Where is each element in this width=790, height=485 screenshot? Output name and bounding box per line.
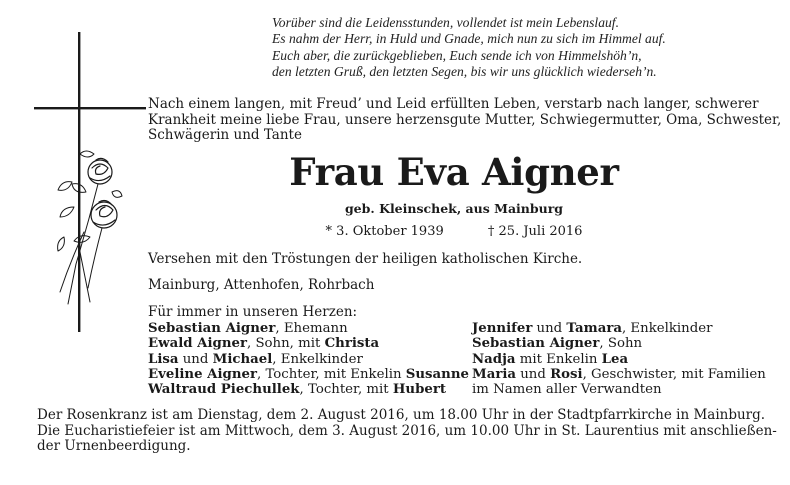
mourner-name: Jennifer <box>472 321 533 336</box>
footer-line: der Urnenbeerdigung. <box>37 438 191 455</box>
mourner-name: Eveline Aigner <box>148 366 257 382</box>
mourner-name: Nadja <box>472 351 516 367</box>
mourner-name: Tamara <box>566 321 622 336</box>
mourner-line <box>148 366 469 382</box>
mourner-line <box>472 336 772 351</box>
intro-text <box>148 96 782 144</box>
mourner-relation: , Sohn, mit <box>246 336 325 352</box>
mourner-line <box>148 336 466 351</box>
mourner-line <box>472 352 772 367</box>
footer-line: Die Eucharistiefeier ist am Mittwoch, dem 3. August 2016, um 10.00 Uhr in St. Laurentius mit anschließen- <box>37 422 777 439</box>
mourners-left <box>148 321 469 398</box>
mourner-name: Sebastian Aigner <box>472 336 600 352</box>
mourner-line <box>472 321 772 336</box>
service-details <box>37 407 777 455</box>
mourners-right <box>472 321 772 397</box>
mourner-name: Michael <box>212 351 273 367</box>
mourner-relation: , Geschwister, mit Familien <box>582 366 766 382</box>
mourner-name: Christa <box>324 336 380 352</box>
cross-with-roses-icon <box>34 32 154 332</box>
mourner-relation: und <box>516 366 551 382</box>
mourner-relation: , Enkelkinder <box>272 351 363 367</box>
poem-line: Euch aber, die zurückgeblieben, Euch sende ich von Himmelshöh’n, <box>272 47 642 63</box>
mourner-name: Waltraud Piechullek <box>148 382 300 398</box>
death-date: † 25. Juli 2016 <box>487 224 583 239</box>
deceased-name: Frau Eva Aigner <box>289 150 619 194</box>
mourner-relation: , Sohn <box>599 336 643 352</box>
mourner-name: Hubert <box>392 382 446 398</box>
intro-line: Schwägerin und Tante <box>148 127 302 143</box>
hearts-label: Für immer in unseren Herzen: <box>148 304 358 320</box>
mourner-name: Lea <box>601 351 629 367</box>
mourner-name: Maria <box>472 366 517 382</box>
poem-line: Es nahm der Herr, in Huld und Gnade, mich nun zu sich im Himmel auf. <box>272 31 666 47</box>
life-dates <box>148 224 760 240</box>
mourner-name: Rosi <box>550 366 583 382</box>
footer-line: Der Rosenkranz ist am Dienstag, dem 2. August 2016, um 18.00 Uhr in der Stadtpfarrkirche in Mainburg. <box>37 407 766 423</box>
mourner-name: Sebastian Aigner <box>148 321 276 336</box>
birth-date: * 3. Oktober 1939 <box>325 224 444 239</box>
places-text: Mainburg, Attenhofen, Rohrbach <box>148 277 375 293</box>
mourner-line <box>472 367 772 382</box>
intro-line: Krankheit meine liebe Frau, unsere herzensgute Mutter, Schwiegermutter, Oma, Schwester, <box>148 111 782 128</box>
mourner-relation: , Tochter, mit Enkelin <box>256 366 406 382</box>
birth-name: geb. Kleinschek, aus Mainburg <box>344 201 564 216</box>
mourner-line <box>148 321 466 336</box>
mourner-relation: mit Enkelin <box>515 351 602 367</box>
mourner-line <box>148 352 466 367</box>
mourner-relation: im Namen aller Verwandten <box>472 382 662 398</box>
poem-line: den letzten Gruß, den letzten Segen, bis wir uns glücklich wiederseh’n. <box>272 64 657 80</box>
mourner-relation: , Tochter, mit <box>299 382 393 398</box>
mourner-relation: und <box>178 351 213 367</box>
poem-line: Vorüber sind die Leidensstunden, vollendet ist mein Lebenslauf. <box>272 15 619 30</box>
mourner-name: Susanne <box>405 366 469 382</box>
mourner-relation: und <box>532 321 567 336</box>
sacrament-text: Versehen mit den Tröstungen der heiligen katholischen Kirche. <box>148 251 583 267</box>
mourner-name: Lisa <box>148 351 179 367</box>
mourner-name: Ewald Aigner <box>148 336 247 352</box>
mourner-relation: , Ehemann <box>275 321 348 336</box>
intro-line: Nach einem langen, mit Freud’ und Leid erfüllten Leben, verstarb nach langer, schwerer <box>148 96 759 112</box>
mourner-line <box>148 382 466 397</box>
mourner-line <box>472 382 772 397</box>
mourner-relation: , Enkelkinder <box>621 321 713 336</box>
poem <box>272 15 772 81</box>
